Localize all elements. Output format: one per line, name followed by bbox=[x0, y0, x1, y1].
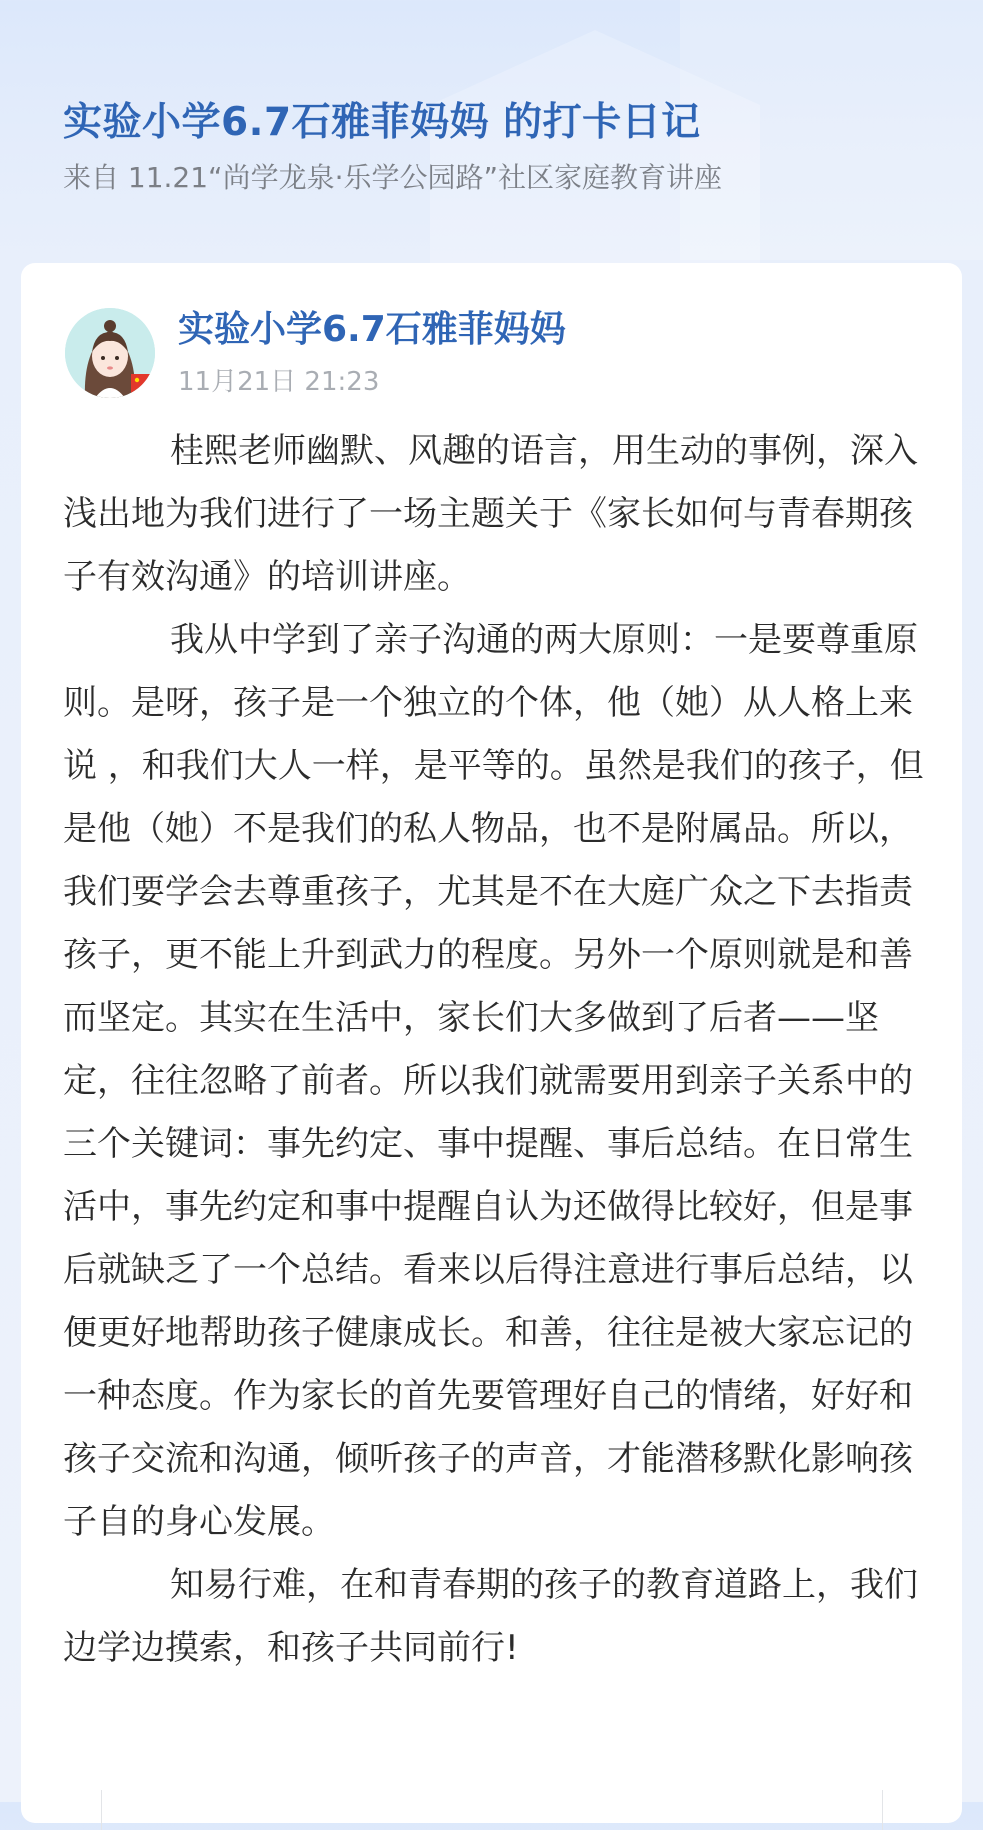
post-content bbox=[63, 420, 943, 1680]
paragraph: 知易行难，在和青春期的孩子的教育道路上，我们边学边摸索，和孩子共同前行! bbox=[63, 1565, 918, 1668]
avatar-illustration-icon bbox=[65, 308, 155, 398]
source-link[interactable]: 来自 11.21“尚学龙泉·乐学公园路”社区家庭教育讲座 bbox=[63, 161, 722, 194]
paragraph: 桂熙老师幽默、风趣的语言，用生动的事例，深入浅出地为我们进行了一场主题关于《家长如何与青春期孩子有效沟通》的培训讲座。 bbox=[63, 431, 918, 597]
post-timestamp: 11月21日 21:23 bbox=[178, 367, 380, 397]
avatar[interactable] bbox=[65, 308, 155, 398]
page-header bbox=[63, 96, 763, 198]
attachment-box[interactable] bbox=[101, 1790, 883, 1830]
post-card bbox=[21, 263, 962, 1823]
page-title: 实验小学6.7石雅菲妈妈 的打卡日记 bbox=[63, 100, 701, 145]
paragraph: 我从中学到了亲子沟通的两大原则：一是要尊重原则。是呀，孩子是一个独立的个体，他（她）从人格上来说 ，和我们大人一样，是平等的。虽然是我们的孩子，但是他（她）不是我们的私人物品，也不是附属品。所以，我们要学会去尊重孩子，尤其是不在大庭广众之下去指责孩子，更不能上升到武力的程度。另外一个原则就是和善而坚定。其实在生活中，家长们大多做到了后者——坚定，往往忽略了前者。所以我们就需要用到亲子关系中的三个关键词：事先约定、事中提醒、事后总结。在日常生活中，事先约定和事中提醒自认为还做得比较好，但是事后就缺乏了一个总结。看来以后得注意进行事后总结，以便更好地帮助孩子健康成长。和善，往往是被大家忘记的一种态度。作为家长的首先要管理好自己的情绪，好好和孩子交流和沟通，倾听孩子的声音，才能潜移默化影响孩子自的身心发展。 bbox=[63, 620, 924, 1542]
author-name[interactable]: 实验小学6.7石雅菲妈妈 bbox=[178, 309, 566, 350]
